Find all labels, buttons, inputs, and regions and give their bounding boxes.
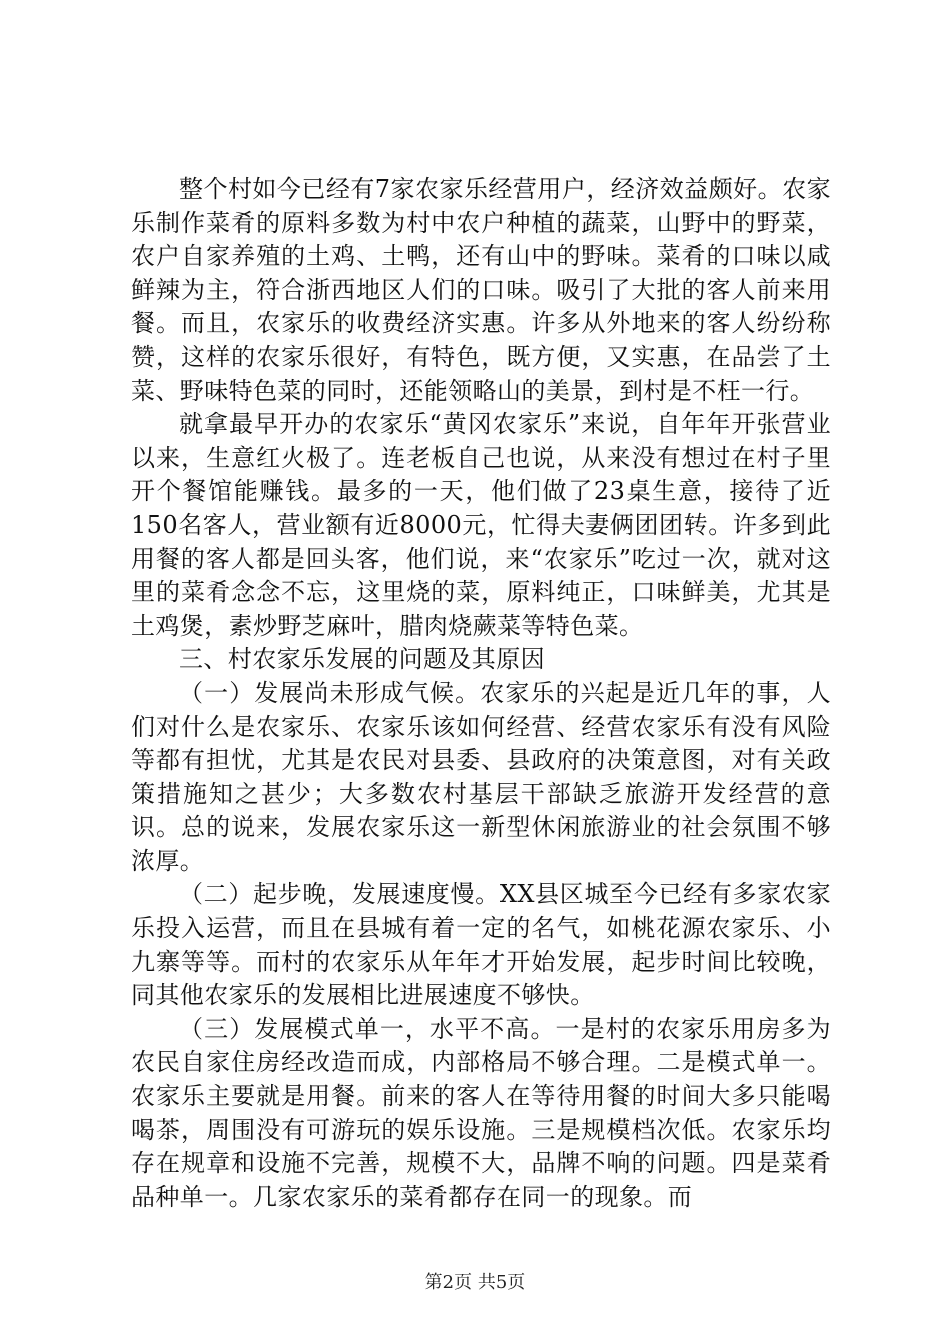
paragraph: 就拿最早开办的农家乐“黄冈农家乐”来说，自年年开张营业以来，生意红火极了。连老板自己也说，从来没有想过在村子里开个餐馆能赚钱。最多的一天，他们做了23桌生意，接待了近150名客人，营业额有近8000元，忙得夫妻俩团团转。许多到此用餐的客人都是回头客，他们说，来“农家乐”吃过一次，就对这里的菜肴念念不忘，这里烧的菜，原料纯正，口味鲜美，尤其是土鸡煲，素炒野芝麻叶，腊肉烧蕨菜等特色菜。 bbox=[131, 410, 831, 640]
paragraph: （一）发展尚未形成气候。农家乐的兴起是近几年的事，人们对什么是农家乐、农家乐该如何经营、经营农家乐有没有风险等都有担忧，尤其是农民对县委、县政府的决策意图，对有关政策措施知之甚少；大多数农村基层干部缺乏旅游开发经营的意识。总的说来，发展农家乐这一新型休闲旅游业的社会氛围不够浓厚。 bbox=[131, 678, 831, 875]
section-heading: 三、村农家乐发展的问题及其原因 bbox=[179, 645, 545, 674]
paragraph: （三）发展模式单一，水平不高。一是村的农家乐用房多为农民自家住房经改造而成，内部格局不够合理。二是模式单一。农家乐主要就是用餐。前来的客人在等待用餐的时间大多只能喝喝茶，周围没有可游玩的娱乐设施。三是规模档次低。农家乐均存在规章和设施不完善，规模不大，品牌不响的问题。四是菜肴品种单一。几家农家乐的菜肴都存在同一的现象。而 bbox=[131, 1014, 831, 1211]
paragraph: 整个村如今已经有7家农家乐经营用户，经济效益颇好。农家乐制作菜肴的原料多数为村中农户种植的蔬菜，山野中的野菜，农户自家养殖的土鸡、土鸭，还有山中的野味。菜肴的口味以咸鲜辣为主，符合浙西地区人们的口味。吸引了大批的客人前来用餐。而且，农家乐的收费经济实惠。许多从外地来的客人纷纷称赞，这样的农家乐很好，有特色，既方便，又实惠，在品尝了土菜、野味特色菜的同时，还能领略山的美景，到村是不枉一行。 bbox=[131, 175, 831, 405]
document-body bbox=[131, 173, 831, 1214]
paragraph: （二）起步晚，发展速度慢。XX县区城至今已经有多家农家乐投入运营，而且在县城有着一定的名气，如桃花源农家乐、小九寨等等。而村的农家乐从年年才开始发展，起步时间比较晚，同其他农家乐的发展相比进展速度不够快。 bbox=[131, 880, 831, 1010]
page-number-footer: 第2页 共5页 bbox=[424, 1272, 526, 1293]
